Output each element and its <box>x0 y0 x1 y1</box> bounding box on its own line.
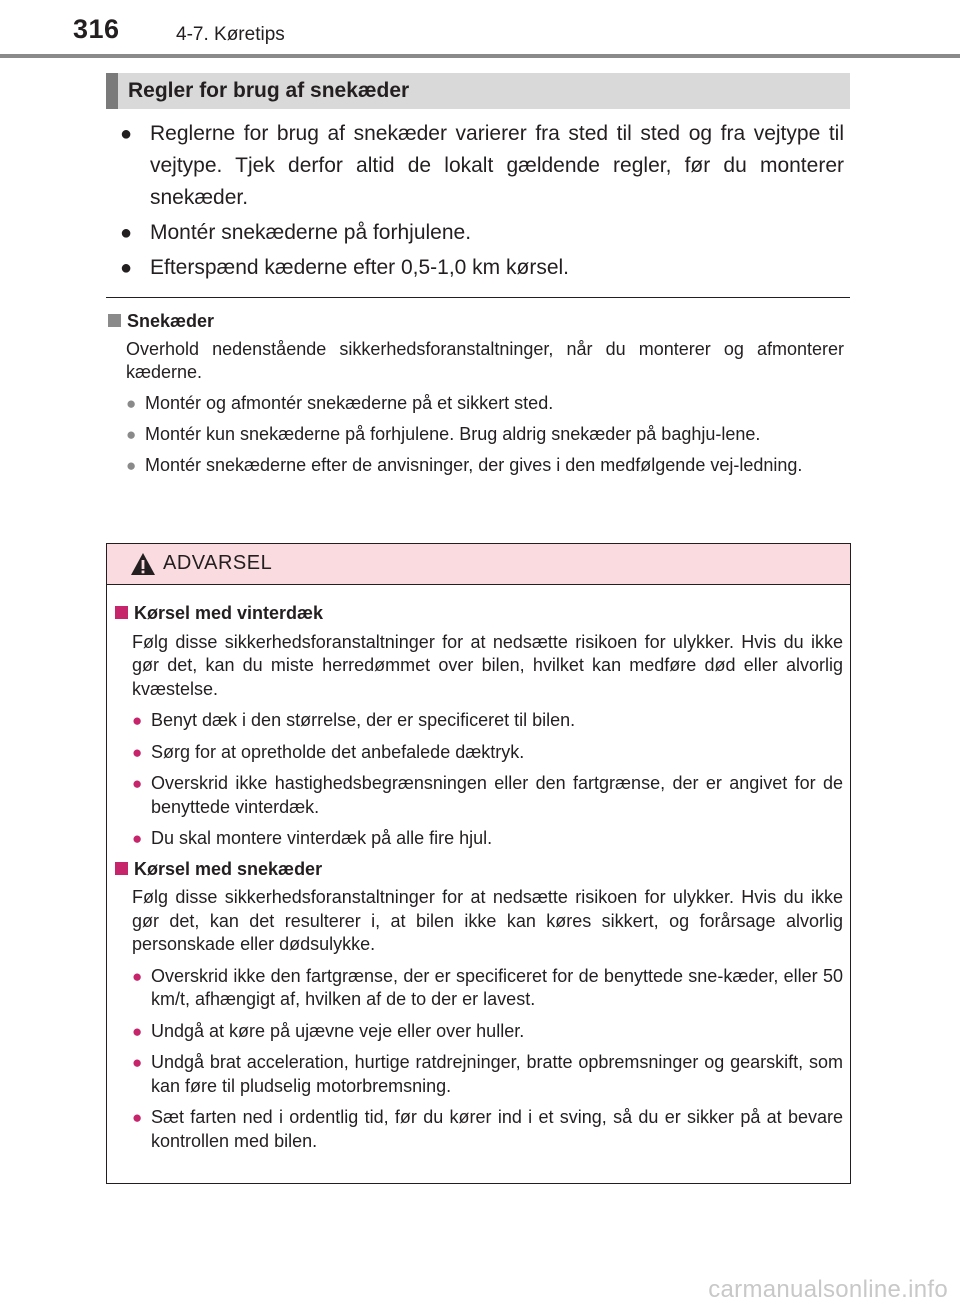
list-item: ● Reglerne for brug af snekæder varierer fra sted til sted og fra vejtype til vejtype. Tjek derfor altid de lokalt gældende regler, før du monterer snekæder. <box>120 118 844 214</box>
bullet-icon: ● <box>132 711 143 730</box>
warning-section-title: Kørsel med vinterdæk <box>115 602 843 626</box>
bullet-icon: ● <box>132 774 143 793</box>
snechains-section <box>108 310 844 477</box>
bullet-icon: ● <box>132 1108 143 1127</box>
list-item: ● Undgå brat acceleration, hurtige ratdrejninger, bratte opbremsninger og gearskift, som kan føre til pludselig motorbremsning. <box>132 1052 843 1096</box>
list-item: ● Du skal montere vinterdæk på alle fire hjul. <box>115 827 843 851</box>
warning-text: Følg disse sikkerhedsforanstaltninger for at nedsætte risikoen for ulykker. Hvis du ikke gør det, kan du miste herredømmet over bilen, hvilket kan medføre død eller alvorlig kvæstelse. <box>132 631 843 699</box>
watermark: carmanualsonline.info <box>708 1276 948 1303</box>
bullet-icon: ● <box>132 966 143 986</box>
rules-list <box>120 118 844 287</box>
bullet-icon: ● <box>132 1021 143 1041</box>
warning-icon <box>130 552 156 576</box>
warning-section <box>115 602 843 851</box>
bullet-icon: ● <box>132 829 143 848</box>
list-item: ● Montér kun snekæderne på forhjulene. Brug aldrig snekæder på baghju-lene. <box>126 424 761 444</box>
list-item: ● Montér snekæderne efter de anvisninger, der gives i den medfølgende vej-ledning. <box>126 455 803 475</box>
warning-box <box>106 543 851 1184</box>
list-item: ● Sæt farten ned i ordentlig tid, før du kører ind i et sving, så du er sikker på at bevare kontrollen med bilen. <box>132 1107 843 1151</box>
bullet-icon: ● <box>126 394 137 413</box>
list-item: ● Sørg for at opretholde det anbefalede dæktryk. <box>115 741 843 765</box>
section-heading-text: Regler for brug af snekæder <box>128 79 410 102</box>
bullet-icon: ● <box>126 425 137 444</box>
bullet-icon: ● <box>120 123 133 145</box>
warning-header <box>107 544 850 585</box>
square-bullet-icon <box>115 606 128 619</box>
bullet-icon: ● <box>120 257 133 279</box>
subsection-title: Snekæder <box>108 310 844 333</box>
list-item: ● Efterspænd kæderne efter 0,5-1,0 km kørsel. <box>120 252 844 284</box>
subsection-text: Overhold nedenstående sikkerhedsforanstaltninger, når du monterer og afmonterer kæderne. <box>126 339 844 382</box>
section-heading <box>106 73 850 109</box>
bullet-icon: ● <box>120 222 133 244</box>
square-bullet-icon <box>115 862 128 875</box>
warning-body <box>115 602 843 1153</box>
section-divider <box>106 297 850 298</box>
bullet-icon: ● <box>132 1053 143 1072</box>
bullet-icon: ● <box>126 456 137 475</box>
square-bullet-icon <box>108 314 121 327</box>
page-number: 316 <box>73 14 120 44</box>
warning-section-title: Kørsel med snekæder <box>115 858 843 882</box>
bullet-icon: ● <box>132 742 143 762</box>
list-item: ● Overskrid ikke hastighedsbegrænsningen eller den fartgrænse, der er angivet for de benyttede vinterdæk. <box>132 773 843 817</box>
list-item: ● Overskrid ikke den fartgrænse, der er specificeret for de benyttede sne-kæder, eller 50 km/t, afhængigt af, hvilken af de to der er lavest. <box>132 965 843 1009</box>
list-item: ● Benyt dæk i den størrelse, der er specificeret til bilen. <box>115 709 843 733</box>
list-item: ● Undgå at køre på ujævne veje eller over huller. <box>115 1020 843 1044</box>
chapter-title: 4-7. Køretips <box>176 24 285 45</box>
list-item: ● Montér og afmontér snekæderne på et sikkert sted. <box>126 393 554 413</box>
list-item: ● Montér snekæderne på forhjulene. <box>120 217 844 249</box>
warning-text: Følg disse sikkerhedsforanstaltninger for at nedsætte risikoen for ulykker. Hvis du ikke gør det, kan det resulterer i, at bilen ikke kan køres sikkert, og forårsage alvorlig personskade eller dødsulykke. <box>132 887 843 954</box>
warning-section <box>115 858 843 1154</box>
warning-title: ADVARSEL <box>163 552 273 574</box>
header-divider <box>0 54 960 58</box>
